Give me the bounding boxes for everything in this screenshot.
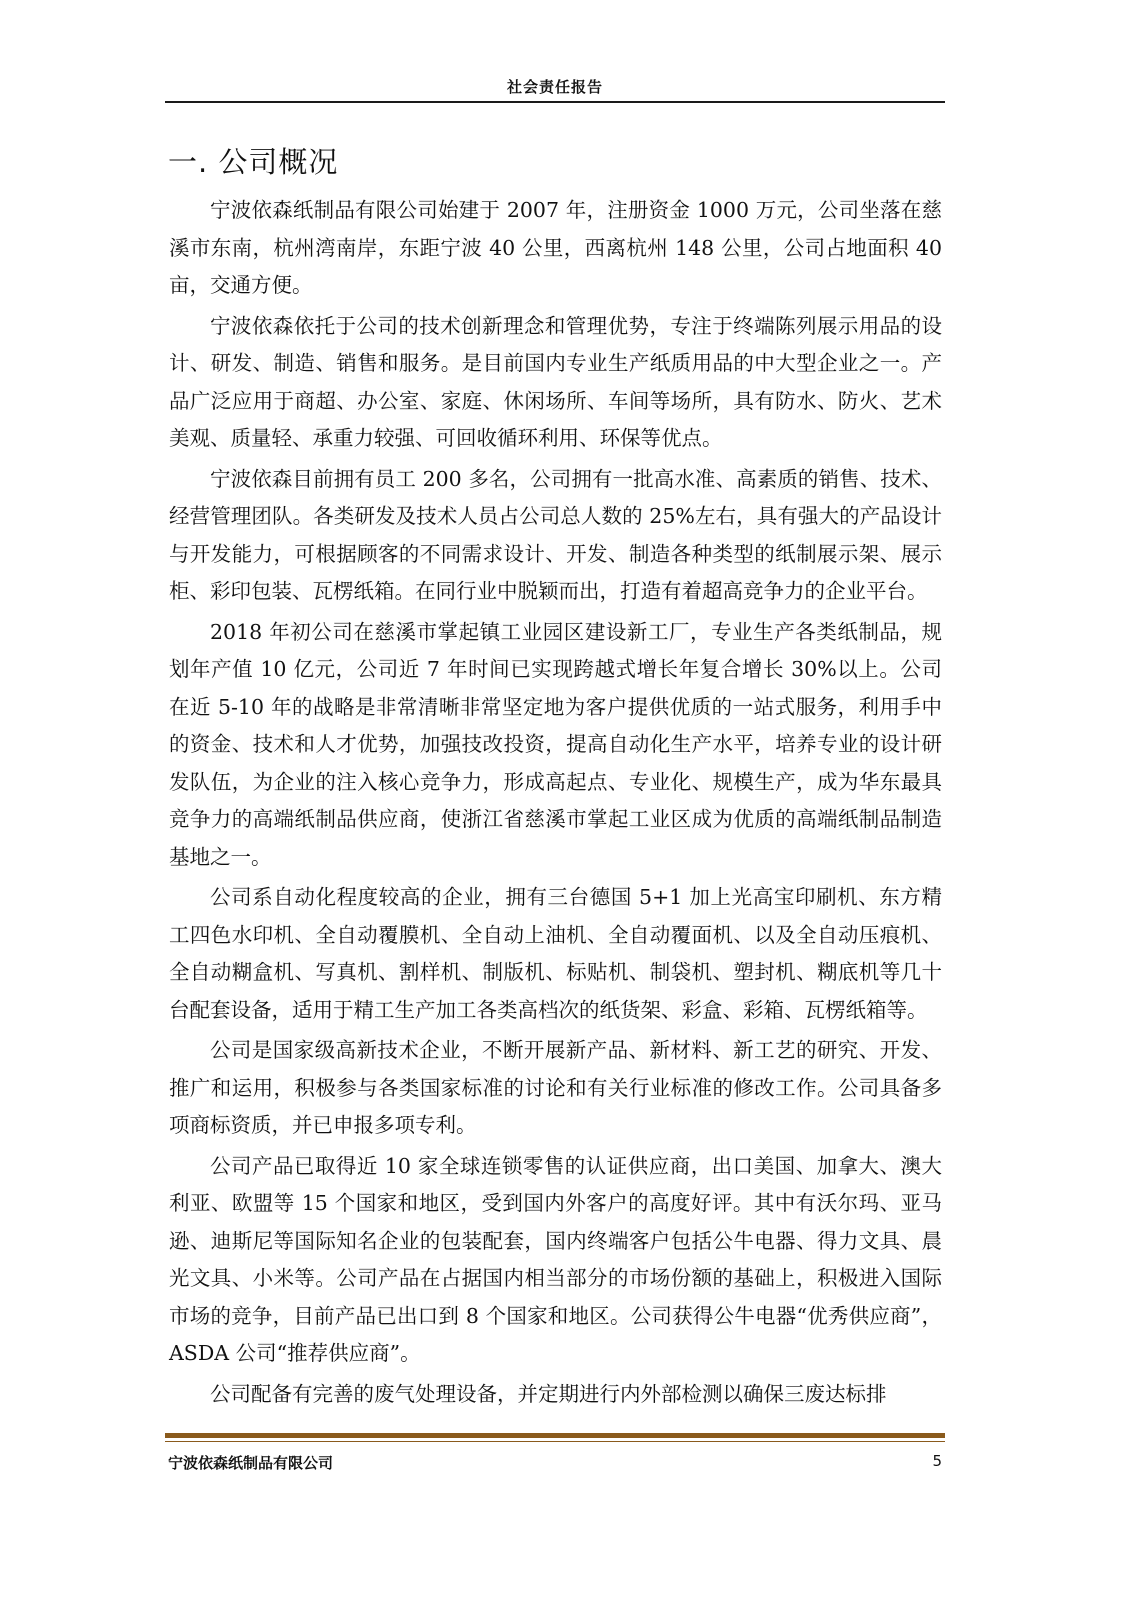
footer-divider-thick [165,1433,945,1438]
section-heading: 一. 公司概况 [168,145,339,179]
footer-divider-thin [165,1441,945,1442]
paragraph-equipment: 公司系自动化程度较高的企业，拥有三台德国 5+1 加上光高宝印刷机、东方精工四色水印机、全自动覆膜机、全自动上油机、全自动覆面机、以及全自动压痕机、全自动糊盒机、写真机、割样机、制版机、标贴机、制袋机、塑封机、糊底机等几十台配套设备，适用于精工生产加工各类高档次的纸货架、彩盒、彩箱、瓦楞纸箱等。 [169,885,942,1022]
footer-company-name: 宁波依森纸制品有限公司 [168,1454,334,1472]
paragraph-high-tech: 公司是国家级高新技术企业，不断开展新产品、新材料、新工艺的研究、开发、推广和运用，积极参与各类国家标准的讨论和有关行业标准的修改工作。公司具备多项商标资质，并已申报多项专利。 [169,1038,942,1137]
paragraph-company-founding: 宁波依森纸制品有限公司始建于 2007 年，注册资金 1000 万元，公司坐落在慈溪市东南，杭州湾南岸，东距宁波 40 公里，西离杭州 148 公里，公司占地面积 40 亩，交通方便。 [169,198,942,297]
paragraph-business-scope: 宁波依森依托于公司的技术创新理念和管理优势，专注于终端陈列展示用品的设计、研发、制造、销售和服务。是目前国内专业生产纸质用品的中大型企业之一。产品广泛应用于商超、办公室、家庭、休闲场所、车间等场所，具有防水、防火、艺术美观、质量轻、承重力较强、可回收循环利用、环保等优点。 [169,313,942,450]
paragraph-environment: 公司配备有完善的废气处理设备，并定期进行内外部检测以确保三废达标排 [210,1381,887,1406]
header-divider [165,101,945,103]
page-number: 5 [932,1452,942,1470]
paragraph-export: 公司产品已取得近 10 家全球连锁零售的认证供应商，出口美国、加拿大、澳大利亚、欧盟等 15 个国家和地区，受到国内外客户的高度好评。其中有沃尔玛、亚马逊、迪斯尼等国际知名企业的包装配套，国内终端客户包括公牛电器、得力文具、晨光文具、小米等。公司产品在占据国内相当部分的市场份额的基础上，积极进入国际市场的竞争，目前产品已出口到 8 个国家和地区。公司获得公牛电器“优秀供应商”，ASDA 公司“推荐供应商”。 [169,1153,942,1365]
section-body [169,192,942,1416]
report-header-title: 社会责任报告 [506,78,603,96]
paragraph-new-factory: 2018 年初公司在慈溪市掌起镇工业园区建设新工厂，专业生产各类纸制品，规划年产值 10 亿元，公司近 7 年时间已实现跨越式增长年复合增长 30%以上。公司在近 5-10 年的战略是非常清晰非常坚定地为客户提供优质的一站式服务，利用手中的资金、技术和人才优势，加强技改投资，提高自动化生产水平，培养专业的设计研发队伍，为企业的注入核心竞争力，形成高起点、专业化、规模生产，成为华东最具竞争力的高端纸制品供应商，使浙江省慈溪市掌起工业区成为优质的高端纸制品制造基地之一。 [169,619,942,869]
paragraph-staff: 宁波依森目前拥有员工 200 多名，公司拥有一批高水准、高素质的销售、技术、经营管理团队。各类研发及技术人员占公司总人数的 25%左右，具有强大的产品设计与开发能力，可根据顾客的不同需求设计、开发、制造各种类型的纸制展示架、展示柜、彩印包装、瓦楞纸箱。在同行业中脱颖而出，打造有着超高竞争力的企业平台。 [169,466,942,603]
